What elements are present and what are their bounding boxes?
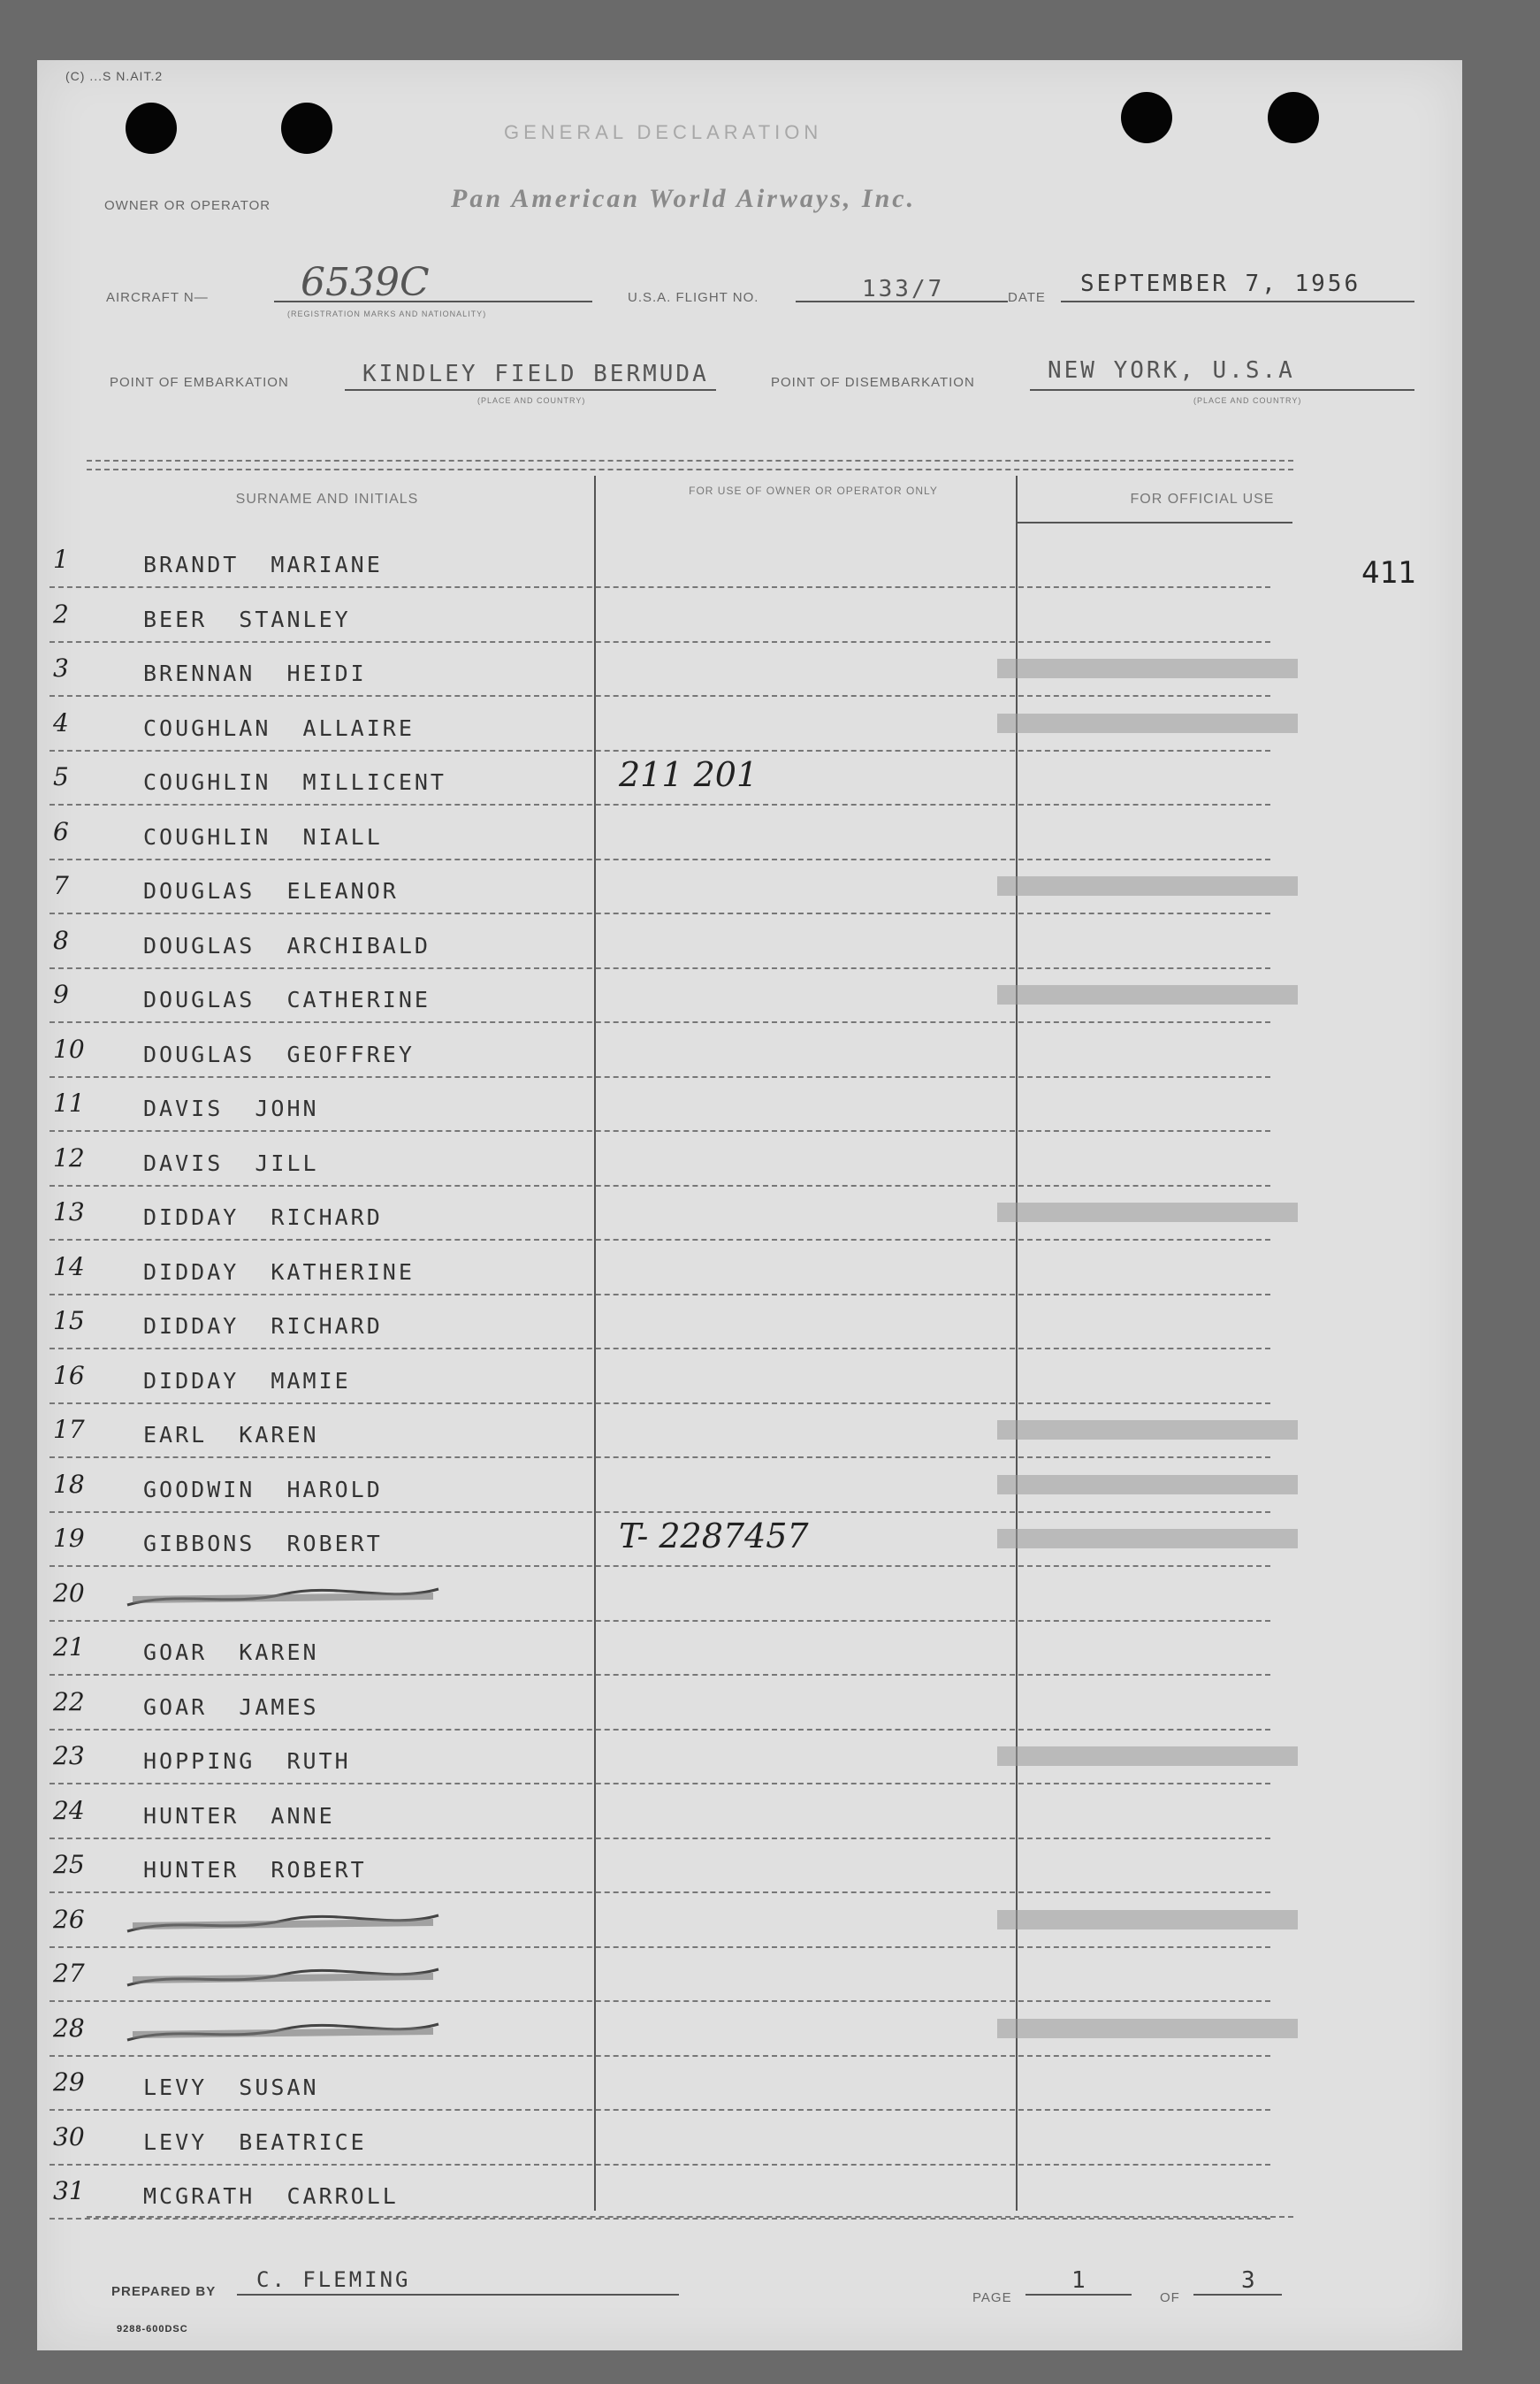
row-number: 22: [53, 1686, 85, 1716]
official-stamp: [997, 876, 1298, 896]
struck-out-entry: [124, 1914, 442, 1935]
flight-number: 133/7: [862, 276, 945, 302]
official-stamp: [997, 985, 1298, 1005]
passenger-row: [0, 643, 1425, 697]
passenger-name: HUNTER ROBERT: [143, 1857, 367, 1883]
row-rule: [50, 2218, 1270, 2220]
row-number: 11: [53, 1089, 85, 1118]
row-number: 13: [53, 1197, 85, 1226]
passenger-row: [0, 1677, 1425, 1731]
owner-label: OWNER OR OPERATOR: [104, 198, 271, 213]
row-number: 8: [53, 925, 69, 955]
row-number: 29: [53, 2067, 85, 2097]
passenger-name: BRANDT MARIANE: [143, 552, 383, 577]
official-stamp: [997, 659, 1298, 678]
aircraft-underline: [274, 301, 592, 302]
page-value: 1: [1071, 2267, 1088, 2294]
form-code: (C) ...S N.AIT.2: [65, 69, 164, 83]
row-number: 15: [53, 1306, 85, 1335]
embark-label: POINT OF EMBARKATION: [110, 375, 289, 390]
passenger-row: [0, 752, 1425, 806]
row-number: 28: [53, 2013, 85, 2043]
row-number: 19: [53, 1524, 85, 1553]
aircraft-label: AIRCRAFT N—: [106, 290, 209, 305]
row-number: 9: [53, 980, 69, 1009]
row-number: 23: [53, 1741, 85, 1770]
passenger-row: [0, 589, 1425, 643]
row-number: 7: [53, 871, 69, 900]
passenger-name: GIBBONS ROBERT: [143, 1531, 383, 1556]
row-number: 27: [53, 1959, 85, 1988]
passenger-name: DOUGLAS ARCHIBALD: [143, 932, 431, 959]
passenger-name: DAVIS JILL: [143, 1150, 319, 1176]
prepared-value: C. FLEMING: [256, 2267, 411, 2292]
punch-hole: [1268, 92, 1319, 143]
passenger-name: BEER STANLEY: [143, 606, 351, 632]
table-top-rule-2: [87, 469, 1293, 470]
passenger-name: DOUGLAS ELEANOR: [143, 878, 399, 904]
passenger-name: GOODWIN HAROLD: [143, 1476, 383, 1502]
row-number: 21: [53, 1632, 85, 1662]
row-number: 24: [53, 1795, 85, 1825]
row-number: 30: [53, 2121, 85, 2151]
passenger-row: [0, 698, 1425, 752]
passenger-name: HOPPING RUTH: [143, 1748, 351, 1774]
row-number: 18: [53, 1469, 85, 1499]
struck-out-entry: [124, 2022, 442, 2044]
passenger-row: [0, 1242, 1425, 1295]
passenger-row: [0, 1622, 1425, 1676]
passenger-name: GOAR JAMES: [143, 1693, 319, 1720]
official-stamp: [997, 714, 1298, 733]
official-stamp: [997, 1475, 1298, 1494]
passenger-row: [0, 969, 1425, 1023]
passenger-name: GOAR KAREN: [143, 1639, 319, 1665]
passenger-row: [0, 1459, 1425, 1513]
passenger-name: DOUGLAS CATHERINE: [143, 987, 431, 1012]
table-bottom-rule: [87, 2216, 1293, 2218]
row-number: 1: [53, 545, 69, 574]
owner-handwritten-note: 211 201: [619, 755, 759, 794]
disembark-caption: (PLACE AND COUNTRY): [1193, 396, 1302, 405]
punch-hole: [1121, 92, 1172, 143]
passenger-name: LEVY BEATRICE: [143, 2128, 367, 2155]
passenger-name: DIDDAY RICHARD: [143, 1313, 383, 1339]
row-number: 5: [53, 762, 69, 791]
struck-out-entry: [124, 1968, 442, 1989]
row-number: 2: [53, 599, 69, 629]
row-number: 14: [53, 1251, 85, 1281]
aircraft-number: 6539C: [301, 260, 430, 305]
passenger-row: [0, 1894, 1425, 1948]
row-number: 4: [53, 707, 69, 737]
page-underline: [1025, 2294, 1132, 2296]
date-underline: [1061, 301, 1414, 302]
passenger-name: HUNTER ANNE: [143, 1802, 335, 1829]
margin-page-number: 411: [1361, 555, 1416, 591]
flight-underline: [796, 301, 1008, 302]
passenger-name: DIDDAY RICHARD: [143, 1204, 383, 1230]
passenger-name: DAVIS JOHN: [143, 1096, 319, 1121]
passenger-row: [0, 1785, 1425, 1839]
passenger-name: DOUGLAS GEOFFREY: [143, 1041, 415, 1067]
passenger-name: EARL KAREN: [143, 1422, 319, 1448]
passenger-name: MCGRATH CARROLL: [143, 2183, 399, 2209]
passenger-row: [0, 1948, 1425, 2002]
column-header-names: SURNAME AND INITIALS: [235, 492, 419, 507]
print-code: 9288-600DSC: [117, 2324, 188, 2334]
official-stamp: [997, 2019, 1298, 2038]
airline-name: Pan American World Airways, Inc.: [451, 184, 917, 213]
of-underline: [1193, 2294, 1282, 2296]
passenger-row: [0, 2166, 1425, 2220]
row-number: 20: [53, 1578, 85, 1608]
passenger-name: BRENNAN HEIDI: [143, 661, 367, 686]
passenger-name: DIDDAY MAMIE: [143, 1367, 351, 1394]
passenger-row: [0, 1078, 1425, 1132]
of-value: 3: [1241, 2267, 1258, 2294]
row-number: 10: [53, 1034, 85, 1064]
passenger-name: DIDDAY KATHERINE: [143, 1258, 415, 1285]
disembark-underline: [1030, 389, 1414, 391]
row-number: 26: [53, 1904, 85, 1934]
date-value: SEPTEMBER 7, 1956: [1080, 271, 1361, 297]
aircraft-caption: (REGISTRATION MARKS AND NATIONALITY): [287, 309, 487, 318]
struck-out-entry: [124, 1587, 442, 1608]
owner-handwritten-note: T- 2287457: [619, 1517, 809, 1555]
passenger-row: [0, 534, 1425, 588]
prepared-underline: [237, 2294, 679, 2296]
passenger-row: [0, 1404, 1425, 1458]
prepared-label: PREPARED BY: [111, 2284, 217, 2299]
disembark-value: NEW YORK, U.S.A: [1048, 357, 1295, 384]
passenger-name: COUGHLAN ALLAIRE: [143, 714, 415, 741]
embark-value: KINDLEY FIELD BERMUDA: [362, 361, 709, 387]
official-stamp: [997, 1910, 1298, 1929]
row-number: 17: [53, 1415, 85, 1444]
passenger-row: [0, 860, 1425, 914]
column-header-owner: FOR USE OF OWNER OR OPERATOR ONLY: [689, 485, 938, 497]
official-stamp: [997, 1746, 1298, 1766]
table-top-rule: [87, 460, 1293, 462]
row-number: 16: [53, 1360, 85, 1390]
official-stamp: [997, 1529, 1298, 1548]
embark-caption: (PLACE AND COUNTRY): [477, 396, 586, 405]
passenger-row: [0, 806, 1425, 860]
passenger-row: [0, 1187, 1425, 1241]
row-number: 3: [53, 653, 69, 683]
passenger-name: COUGHLIN NIALL: [143, 823, 383, 850]
row-number: 6: [53, 816, 69, 846]
passenger-row: [0, 915, 1425, 969]
row-number: 12: [53, 1142, 85, 1173]
official-stamp: [997, 1203, 1298, 1222]
column-header-official: FOR OFFICIAL USE: [1130, 492, 1275, 507]
flight-label: U.S.A. FLIGHT NO.: [628, 290, 759, 305]
row-number: 31: [53, 2176, 85, 2205]
official-stamp: [997, 1420, 1298, 1440]
row-number: 25: [53, 1850, 85, 1879]
punch-hole: [281, 103, 332, 154]
passenger-row: [0, 1350, 1425, 1404]
passenger-name: LEVY SUSAN: [143, 2075, 319, 2100]
passenger-row: [0, 1568, 1425, 1622]
column-header-rule: [1017, 522, 1292, 523]
page-label: PAGE: [972, 2290, 1012, 2305]
passenger-row: [0, 1513, 1425, 1567]
passenger-row: [0, 1839, 1425, 1893]
punch-hole: [126, 103, 177, 154]
passenger-row: [0, 1133, 1425, 1187]
passenger-name: COUGHLIN MILLICENT: [143, 769, 446, 795]
date-label: DATE: [1008, 290, 1046, 305]
passenger-row: [0, 1295, 1425, 1349]
passenger-row: [0, 1731, 1425, 1784]
passenger-row: [0, 2057, 1425, 2111]
of-label: OF: [1160, 2290, 1180, 2305]
embark-underline: [345, 389, 716, 391]
faint-title: GENERAL DECLARATION: [504, 121, 823, 143]
passenger-row: [0, 1024, 1425, 1078]
passenger-row: [0, 2003, 1425, 2057]
passenger-row: [0, 2112, 1425, 2166]
disembark-label: POINT OF DISEMBARKATION: [771, 375, 975, 390]
